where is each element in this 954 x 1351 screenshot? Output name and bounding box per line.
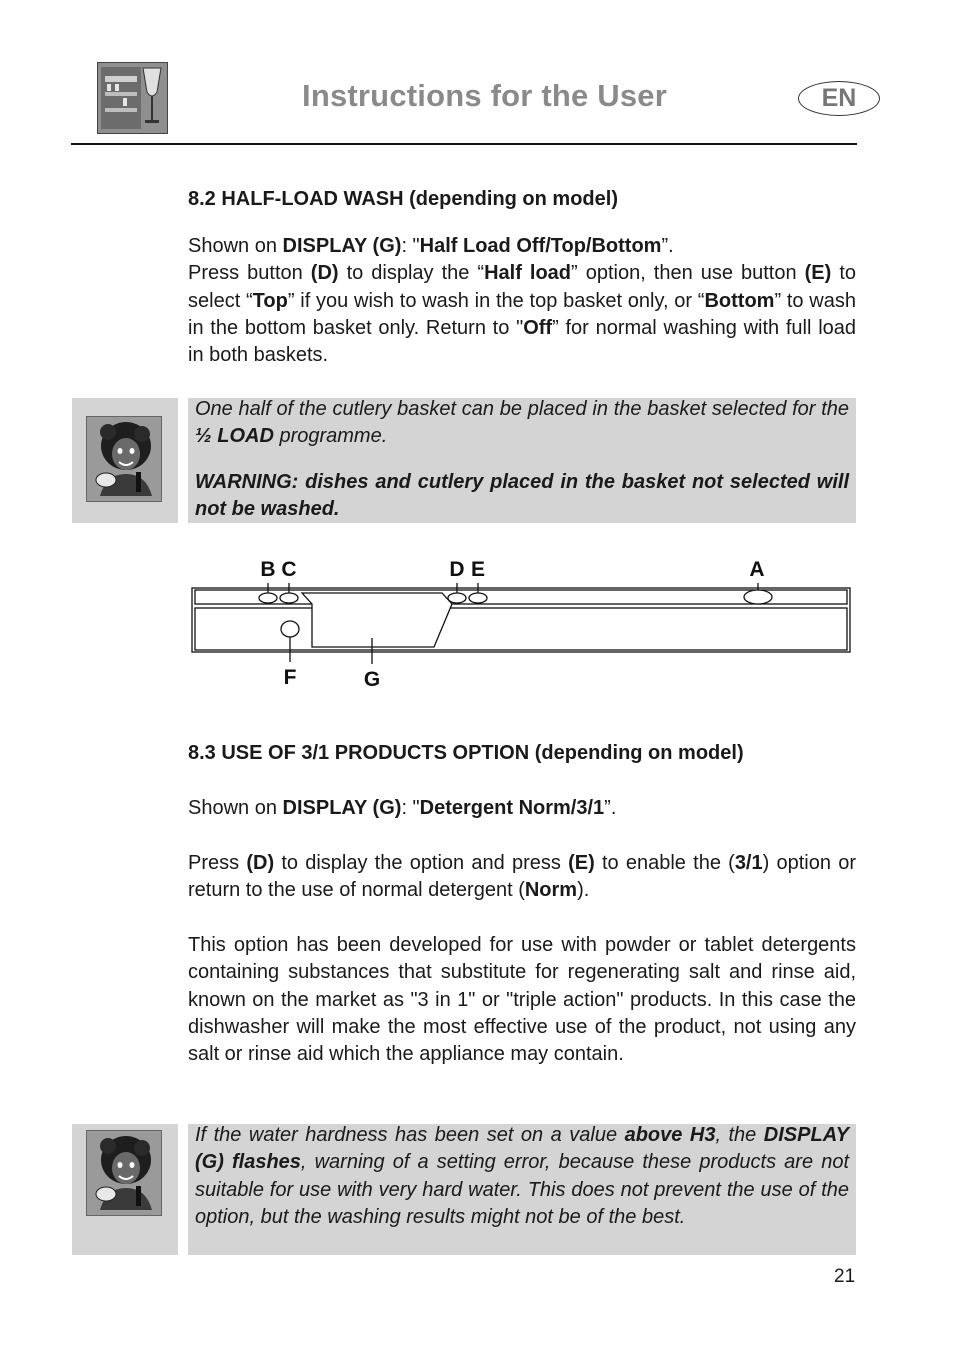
- label-a: A: [749, 558, 765, 581]
- section-8-2-body: [188, 233, 856, 369]
- page-number: 21: [834, 1266, 856, 1287]
- label-g: G: [363, 668, 381, 691]
- option-3-1-paragraph: Press (D) to display the option and press (E) to enable the (3/1) option or return to the use of normal detergent (Norm).: [188, 852, 856, 902]
- dishwasher-logo-icon: [97, 62, 168, 134]
- option-description-paragraph: This option has been developed for use with powder or tablet detergents containing substances that substitute for regenerating salt and rinse aid, known on the market as "3 in 1" or "triple action" products. In this case the dishwasher will make the most effective use of the product, not using any salt or rinse aid which the appliance may contain.: [188, 934, 856, 1066]
- label-d: D: [449, 558, 465, 581]
- half-load-paragraph: Press button (D) to display the “Half load” option, then use button (E) to select “Top” if you wish to wash in the top basket only, or “Bottom” to wash in the bottom basket only. Return to "Off” for normal washing with full load in both baskets.: [188, 262, 857, 367]
- section-heading-8-3: 8.3 USE OF 3/1 PRODUCTS OPTION (depending on model): [188, 742, 744, 764]
- display-line-8-3: Shown on DISPLAY (G): "Detergent Norm/3/1”.: [188, 797, 617, 819]
- header-divider: [71, 143, 857, 145]
- mascot-note-icon: [72, 398, 178, 523]
- warning-text: WARNING: dishes and cutlery placed in the basket not selected will not be washed.: [195, 470, 849, 520]
- note-box-half-load: [188, 398, 856, 523]
- label-b: B: [260, 558, 276, 581]
- label-f: F: [283, 666, 297, 689]
- language-badge: EN: [798, 81, 880, 116]
- page-title: Instructions for the User: [302, 78, 667, 113]
- section-heading-8-2: 8.2 HALF-LOAD WASH (depending on model): [188, 188, 618, 210]
- control-panel-diagram: [186, 552, 856, 699]
- display-line: Shown on DISPLAY (G): "Half Load Off/Top/Bottom”.: [188, 235, 674, 257]
- note-text: One half of the cutlery basket can be placed in the basket selected for the ½ LOAD programme.: [195, 398, 849, 448]
- label-c: C: [281, 558, 297, 581]
- note-text-2: If the water hardness has been set on a value above H3, the DISPLAY (G) flashes, warning of a setting error, because these products are not suitable for use with very hard water. This does not prevent the use of the option, but the washing results might not be of the best.: [195, 1124, 850, 1228]
- mascot-note-icon-2: [72, 1124, 178, 1255]
- label-e: E: [470, 558, 486, 581]
- note-box-water-hardness: [188, 1124, 856, 1255]
